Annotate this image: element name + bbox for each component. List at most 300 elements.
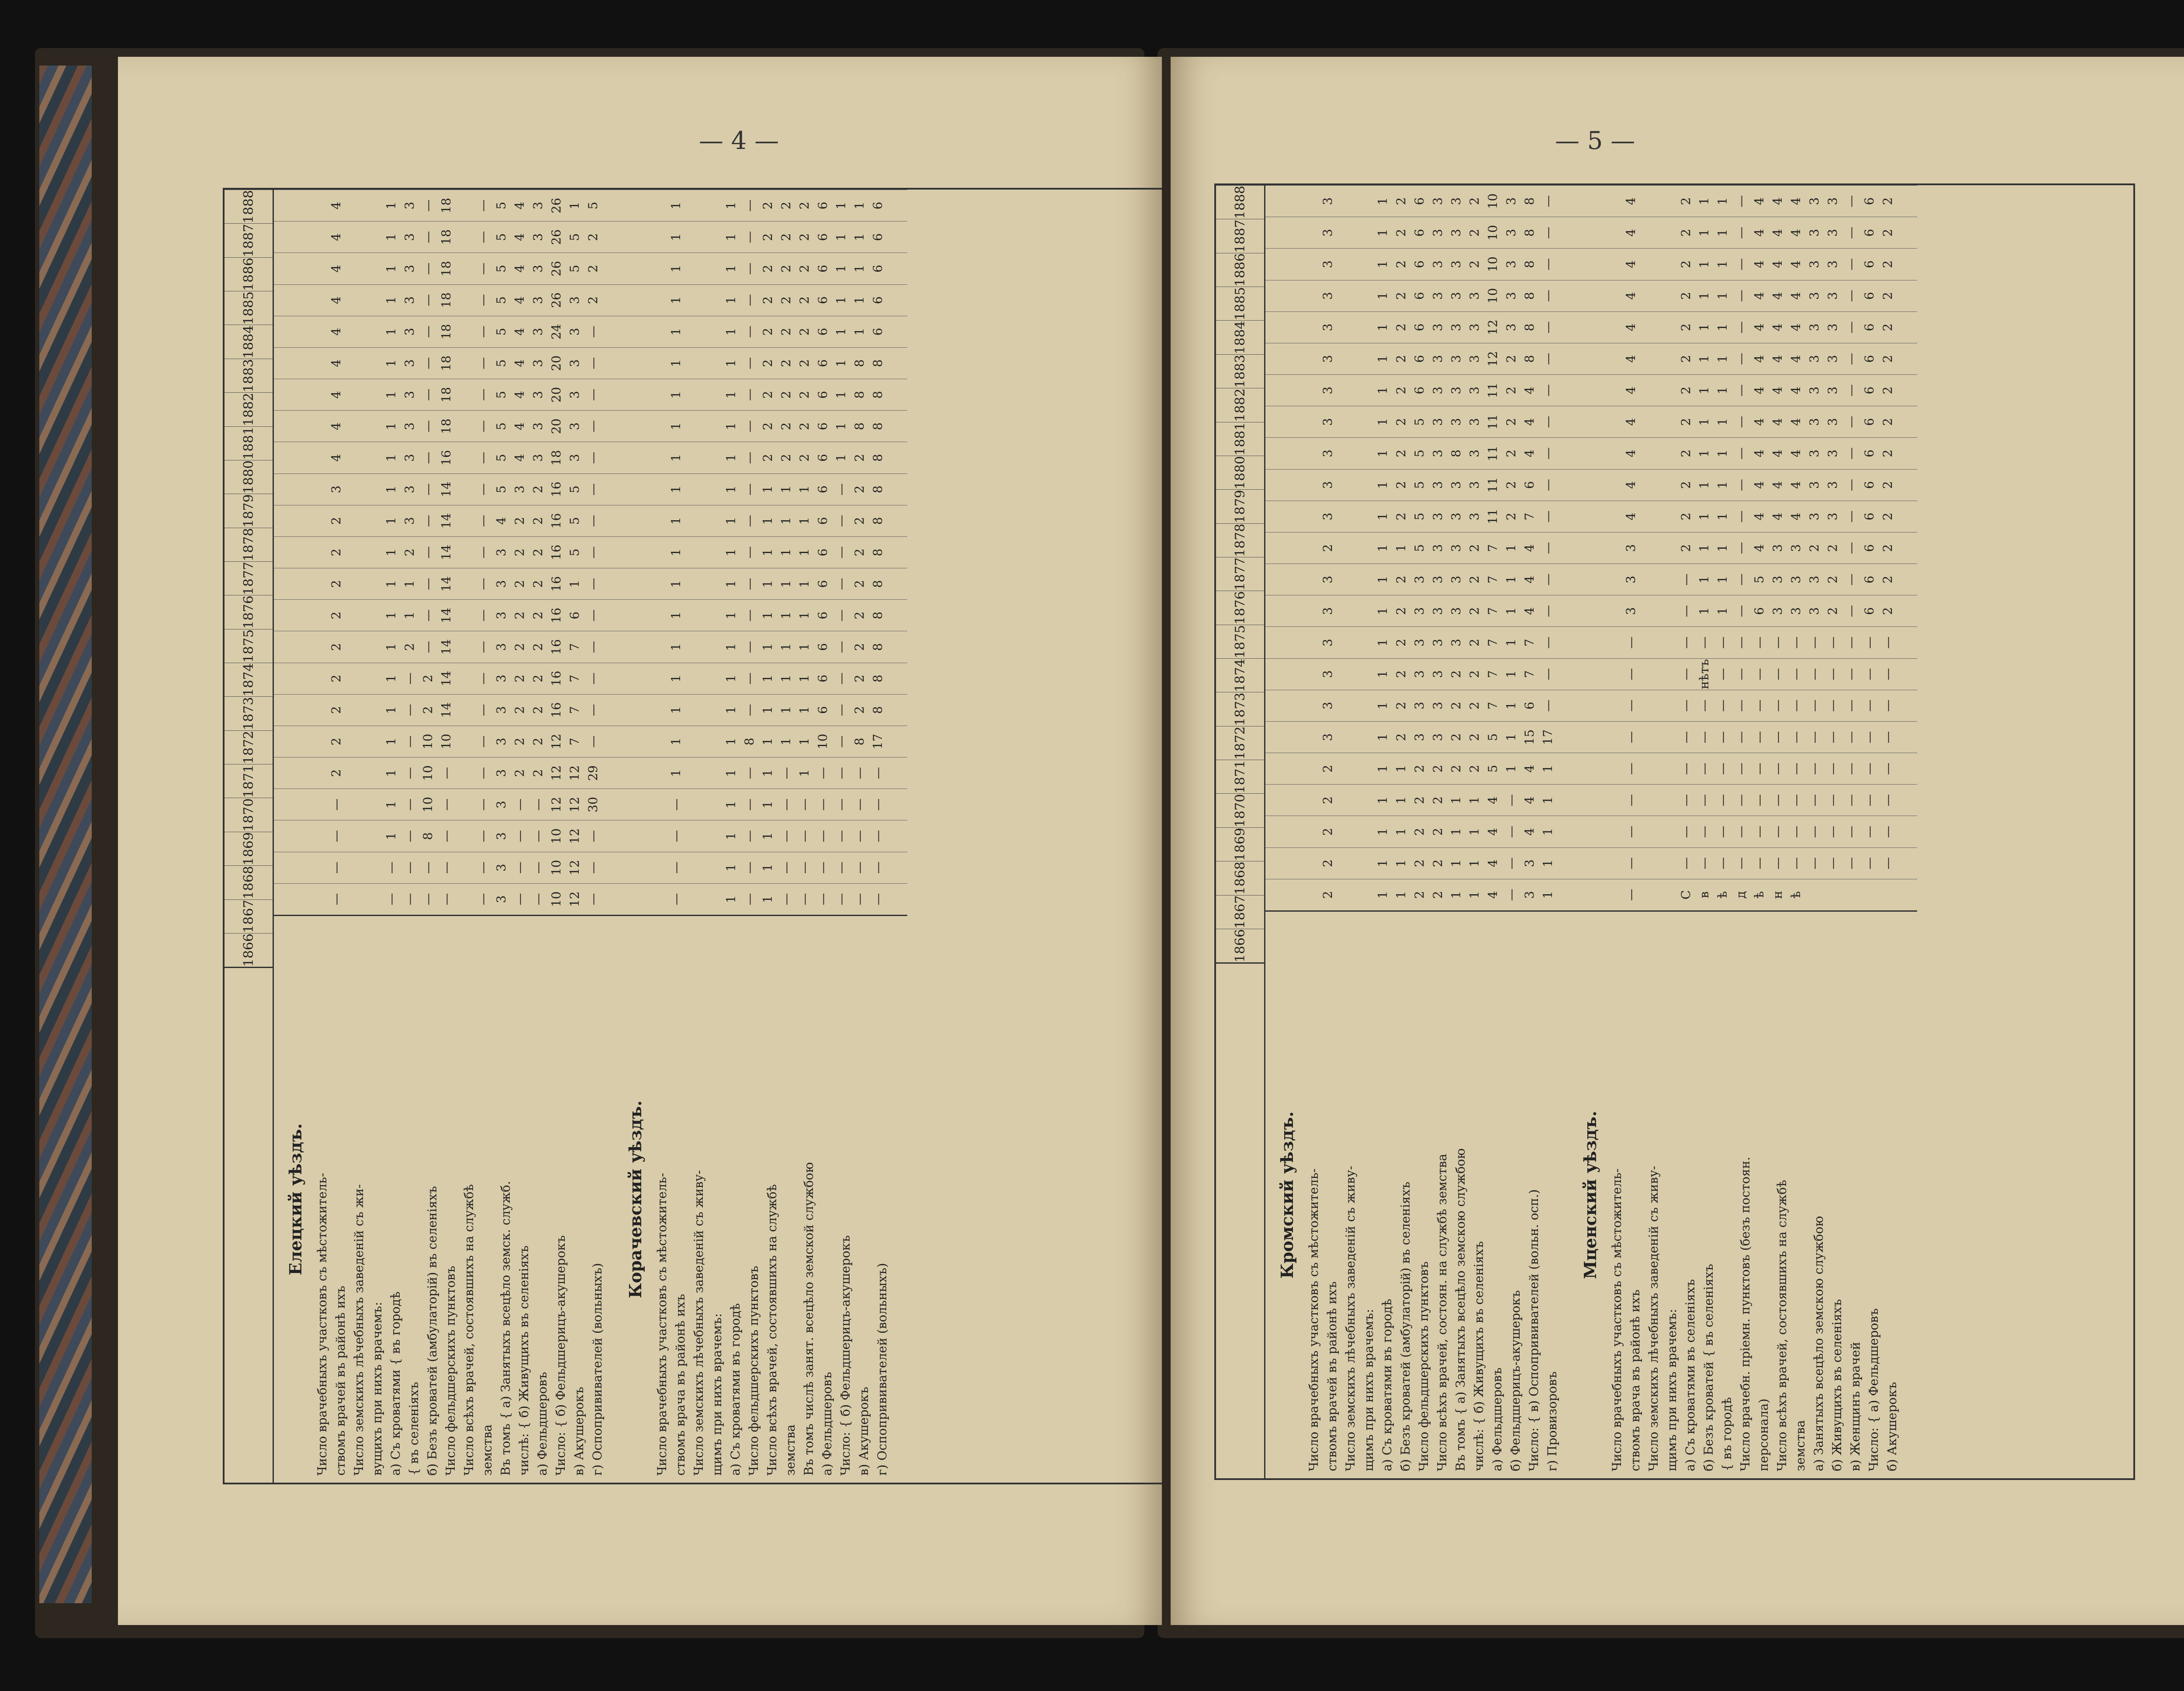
section-gap — [1897, 375, 1908, 406]
table-cell: — — [871, 893, 885, 906]
table-cell: — — [476, 357, 490, 370]
table-cell: 2 — [1467, 575, 1482, 584]
table-cell: 1 — [1394, 891, 1408, 899]
table-cell: 3 — [1624, 575, 1638, 584]
year-header: 1866 — [1216, 929, 1264, 962]
table-cell: 1 — [834, 422, 848, 430]
year-column — [1265, 185, 1917, 217]
table-cell — [346, 505, 364, 536]
section-gap — [1557, 690, 1569, 721]
table-cell: — — [1734, 447, 1748, 460]
table-cell: 1 — [760, 737, 775, 746]
table-cell — [685, 726, 704, 757]
section-gap — [887, 505, 898, 536]
table-cell: 11 — [1486, 446, 1500, 461]
table-cell: — — [1844, 731, 1858, 743]
table-cell: 5 — [1412, 481, 1427, 489]
table-cell: 1 — [1715, 197, 1730, 205]
table-cell: — — [1734, 510, 1748, 523]
table-cell — [1355, 816, 1374, 847]
statistics-table — [1214, 183, 2135, 1480]
table-cell: — — [421, 231, 435, 243]
table-cell — [1659, 533, 1677, 564]
table-cell: 2 — [1431, 796, 1445, 804]
table-cell: — — [421, 199, 435, 212]
table-cell: 2 — [1431, 828, 1445, 836]
row-label: { въ селеніяхъ — [407, 1382, 421, 1476]
table-cell: 5 — [567, 233, 582, 241]
table-cell: 4 — [1752, 355, 1766, 363]
year-header: 1880 — [1216, 456, 1264, 489]
table-cell — [1659, 470, 1677, 501]
section-gap — [1901, 919, 1913, 1471]
table-cell — [309, 316, 327, 347]
table-cell: 1 — [1697, 323, 1711, 332]
table-cell: 8 — [871, 485, 885, 494]
table-cell: ѣ — [1715, 891, 1730, 899]
table-cell: 6 — [1862, 575, 1876, 584]
table-cell: 1 — [567, 201, 582, 210]
table-cell: — — [742, 199, 757, 212]
table-cell: 3 — [1320, 733, 1335, 741]
year-column — [274, 252, 907, 284]
table-cell — [364, 695, 382, 726]
table-cell: 2 — [1394, 386, 1408, 394]
table-cell — [309, 221, 327, 252]
table-cell — [649, 253, 667, 284]
table-cell: 2 — [421, 674, 435, 683]
section-gap — [602, 474, 614, 505]
table-cell: 3 — [1624, 607, 1638, 615]
table-cell: 4 — [512, 359, 527, 367]
table-cell — [1337, 595, 1355, 626]
table-cell — [649, 442, 667, 473]
section-gap — [1897, 249, 1908, 280]
year-column — [1265, 753, 1917, 784]
table-cell: 2 — [1394, 607, 1408, 615]
table-cell: — — [439, 861, 453, 874]
title-spacer — [274, 253, 309, 284]
table-cell — [685, 348, 704, 379]
table-cell: — — [1862, 762, 1876, 775]
title-spacer — [274, 411, 309, 442]
table-cell — [704, 505, 722, 536]
table-cell: — — [1697, 731, 1711, 743]
table-cell: 6 — [1862, 418, 1876, 426]
open-book — [35, 48, 2184, 1638]
table-cell: 6 — [816, 580, 830, 588]
table-cell: 2 — [779, 454, 793, 462]
title-spacer — [1569, 217, 1603, 248]
table-cell: — — [1752, 636, 1766, 649]
table-cell — [1640, 406, 1659, 437]
table-cell: 1 — [1467, 828, 1482, 836]
table-cell — [1603, 753, 1622, 784]
table-cell: — — [834, 735, 848, 748]
table-cell — [1640, 627, 1659, 658]
table-cell: — — [1770, 826, 1785, 838]
year-column — [274, 820, 907, 851]
table-cell: 4 — [1789, 512, 1803, 521]
table-cell: 2 — [1394, 670, 1408, 678]
title-spacer — [1265, 785, 1300, 816]
table-cell: 1 — [1375, 828, 1390, 836]
table-cell: 2 — [512, 706, 527, 714]
table-cell: — — [1624, 794, 1638, 806]
table-cell: 2 — [1320, 828, 1335, 836]
table-cell: 1 — [1715, 260, 1730, 268]
table-cell: 3 — [567, 328, 582, 336]
table-cell: — — [586, 893, 600, 906]
table-cell: 2 — [1880, 323, 1895, 332]
table-cell: 12 — [567, 828, 582, 844]
table-cell: 4 — [512, 233, 527, 241]
table-cell: 4 — [1752, 418, 1766, 426]
year-column — [1265, 469, 1917, 501]
table-cell: 4 — [1789, 355, 1803, 363]
table-cell: 1 — [834, 391, 848, 399]
title-spacer — [1265, 470, 1300, 501]
title-spacer — [274, 600, 309, 631]
table-cell: — — [871, 798, 885, 811]
table-cell — [649, 474, 667, 505]
table-cell — [1300, 753, 1319, 784]
table-cell: 1 — [797, 548, 812, 557]
table-cell: — — [1697, 636, 1711, 649]
table-cell — [649, 852, 667, 883]
table-cell: — — [742, 515, 757, 527]
table-cell: 1 — [834, 265, 848, 273]
table-cell: — — [1825, 762, 1840, 775]
table-cell: 1 — [724, 485, 738, 494]
table-cell: 2 — [779, 422, 793, 430]
table-cell — [704, 285, 722, 316]
table-cell: 1 — [402, 611, 417, 619]
table-cell: 6 — [871, 265, 885, 273]
table-cell: 8 — [1449, 450, 1463, 457]
table-cell: 1 — [1375, 891, 1390, 899]
table-cell: С — [1679, 890, 1693, 900]
table-cell: — — [1807, 731, 1821, 743]
table-cell: 18 — [439, 387, 453, 403]
table-cell: — — [816, 798, 830, 811]
row-label: числѣ: { б) Живущихъ въ селеніяхъ — [517, 1245, 531, 1476]
title-spacer — [1265, 595, 1300, 626]
table-cell: — — [1844, 668, 1858, 681]
table-cell — [1355, 564, 1374, 595]
table-cell: — — [1541, 384, 1555, 397]
table-cell: — — [1862, 794, 1876, 806]
table-cell: 14 — [439, 702, 453, 718]
title-spacer — [614, 757, 649, 788]
table-cell: — — [1844, 573, 1858, 586]
table-cell: 1 — [724, 296, 738, 304]
table-cell: 10 — [1486, 193, 1500, 209]
table-cell: 3 — [1807, 607, 1821, 615]
table-cell: — — [852, 767, 867, 779]
table-cell — [1355, 312, 1374, 343]
table-cell — [456, 600, 474, 631]
table-cell: 2 — [797, 391, 812, 399]
title-spacer — [614, 789, 649, 820]
table-cell — [309, 411, 327, 442]
table-cell: 16 — [549, 576, 563, 592]
section-gap — [1897, 501, 1908, 532]
value-grid — [1265, 185, 1917, 910]
table-cell: 2 — [760, 296, 775, 304]
section-gap — [1557, 753, 1569, 784]
table-cell: 2 — [1825, 575, 1840, 584]
table-cell: — — [1624, 668, 1638, 681]
table-cell: — — [1541, 699, 1555, 712]
table-cell: — — [439, 798, 453, 811]
table-cell: 1 — [669, 517, 683, 525]
section-gap — [887, 379, 898, 410]
table-cell: 3 — [1467, 418, 1482, 426]
table-cell: — — [1862, 699, 1876, 712]
table-cell: — — [816, 893, 830, 906]
table-cell — [1640, 438, 1659, 469]
table-cell — [685, 505, 704, 536]
table-cell — [1355, 280, 1374, 311]
table-cell: — — [586, 452, 600, 464]
table-cell: 3 — [1825, 355, 1840, 363]
table-cell: — — [834, 861, 848, 874]
section-gap — [602, 757, 614, 788]
title-spacer — [274, 379, 309, 410]
table-cell: 1 — [1697, 260, 1711, 268]
year-column — [274, 757, 907, 788]
table-cell: — — [476, 609, 490, 622]
title-spacer — [1569, 312, 1603, 343]
table-cell: 1 — [669, 359, 683, 367]
table-cell: — — [1734, 258, 1748, 270]
table-cell: — — [1715, 731, 1730, 743]
table-cell — [649, 316, 667, 347]
table-cell: 2 — [1679, 228, 1693, 237]
table-cell: — — [1844, 384, 1858, 397]
table-cell: — — [1734, 826, 1748, 838]
table-cell: — — [852, 798, 867, 811]
table-cell: 1 — [779, 485, 793, 494]
table-cell: — — [1862, 826, 1876, 838]
table-cell: 2 — [797, 265, 812, 273]
table-cell — [456, 757, 474, 788]
row-label: Число: { а) Фельдшеровъ — [1866, 1308, 1881, 1471]
table-cell — [1603, 312, 1622, 343]
title-spacer — [1265, 375, 1300, 406]
table-cell: — — [1844, 479, 1858, 491]
table-cell: 3 — [1431, 639, 1445, 647]
table-cell: 3 — [1431, 386, 1445, 394]
table-cell: 3 — [1467, 355, 1482, 363]
section-gap — [1897, 186, 1908, 217]
table-cell: 1 — [834, 454, 848, 462]
table-cell: 2 — [402, 548, 417, 557]
table-cell: — — [476, 515, 490, 527]
table-cell: 3 — [1320, 355, 1335, 363]
section-gap — [1557, 564, 1569, 595]
table-cell — [649, 190, 667, 221]
table-cell: 3 — [1504, 323, 1518, 332]
table-cell: 2 — [1880, 260, 1895, 268]
title-spacer — [1265, 312, 1300, 343]
title-spacer — [614, 884, 649, 915]
year-header: 1874 — [225, 663, 273, 696]
year-column — [1265, 595, 1917, 626]
table-cell: 6 — [1862, 607, 1876, 615]
table-cell: 5 — [567, 548, 582, 557]
table-cell — [1355, 501, 1374, 532]
table-cell: 2 — [1880, 575, 1895, 584]
title-spacer — [1265, 659, 1300, 690]
section-gap — [1897, 659, 1908, 690]
year-header: 1888 — [1216, 185, 1264, 219]
year-column — [274, 788, 907, 820]
table-cell: 2 — [531, 517, 545, 525]
table-cell: 16 — [549, 544, 563, 560]
table-cell: — — [1752, 731, 1766, 743]
table-cell: 1 — [1715, 323, 1730, 332]
table-cell: — — [742, 641, 757, 654]
table-cell: 4 — [1624, 512, 1638, 521]
table-cell: — — [742, 609, 757, 622]
table-cell: 3 — [1467, 323, 1482, 332]
table-cell: 5 — [494, 485, 508, 494]
table-cell: 1 — [1375, 544, 1390, 552]
table-cell: 1 — [1449, 859, 1463, 868]
table-cell — [1300, 722, 1319, 753]
section-gap — [602, 568, 614, 599]
table-cell — [1355, 470, 1374, 501]
table-cell: — — [1789, 636, 1803, 649]
table-cell — [1337, 879, 1355, 910]
table-cell: 3 — [1431, 355, 1445, 363]
table-cell: 1 — [779, 643, 793, 651]
table-cell — [309, 505, 327, 536]
section-gap — [1897, 217, 1908, 248]
section-gap — [887, 253, 898, 284]
table-cell: — — [1880, 668, 1895, 681]
row-label: Число земскихъ лѣчебныхъ заведеній съ живу- — [691, 1170, 706, 1476]
table-cell: 3 — [1825, 323, 1840, 332]
table-cell: 4 — [329, 201, 343, 210]
table-cell — [346, 663, 364, 694]
year-column — [1265, 721, 1917, 753]
table-cell: 10 — [549, 860, 563, 876]
table-cell: 11 — [1486, 508, 1500, 525]
table-cell: — — [586, 830, 600, 843]
table-cell: 1 — [1504, 639, 1518, 647]
table-cell: 5 — [494, 328, 508, 336]
table-cell: 16 — [549, 481, 563, 497]
title-spacer — [274, 663, 309, 694]
table-cell: 3 — [1431, 702, 1445, 710]
row-label: Число фельдшерскихъ пунктовъ — [1417, 1261, 1431, 1471]
table-cell — [1300, 406, 1319, 437]
table-cell: 3 — [402, 359, 417, 367]
table-cell: 3 — [1320, 512, 1335, 521]
table-cell: 6 — [816, 359, 830, 367]
title-spacer — [614, 285, 649, 316]
table-cell: — — [1734, 857, 1748, 870]
table-cell: 3 — [1807, 292, 1821, 300]
table-cell — [704, 789, 722, 820]
table-cell: 1 — [797, 485, 812, 494]
table-cell: — — [1624, 889, 1638, 901]
table-cell: 1 — [724, 201, 738, 210]
table-cell: — — [834, 672, 848, 685]
table-cell: 16 — [549, 608, 563, 623]
table-cell: — — [586, 609, 600, 622]
table-cell: 4 — [1789, 323, 1803, 332]
table-cell — [1337, 438, 1355, 469]
table-cell: 4 — [1522, 607, 1537, 615]
table-cell: — — [742, 830, 757, 843]
section-gap — [602, 789, 614, 820]
table-cell: 1 — [384, 265, 398, 273]
title-spacer — [1569, 501, 1603, 532]
year-header: 1882 — [225, 392, 273, 426]
row-labels — [274, 915, 907, 1483]
table-cell: 12 — [1486, 319, 1500, 335]
table-cell: 8 — [421, 832, 435, 840]
table-cell: 5 — [586, 201, 600, 210]
table-cell: 2 — [531, 611, 545, 619]
table-cell: 6 — [1862, 355, 1876, 363]
section-gap — [1557, 722, 1569, 753]
table-cell: — — [476, 262, 490, 275]
section-gap — [887, 190, 898, 221]
year-column — [274, 852, 907, 883]
table-cell: — — [1734, 479, 1748, 491]
title-spacer — [1569, 186, 1603, 217]
year-column — [274, 536, 907, 568]
table-cell: 4 — [1770, 512, 1785, 521]
table-cell: 17 — [1541, 729, 1555, 745]
table-cell: 1 — [760, 800, 775, 809]
table-cell: 1 — [724, 233, 738, 241]
table-cell: — — [742, 262, 757, 275]
table-cell: — — [1697, 762, 1711, 775]
table-cell: 2 — [779, 296, 793, 304]
table-cell: 3 — [1320, 197, 1335, 205]
table-cell: 6 — [1412, 386, 1427, 394]
section-gap — [887, 852, 898, 883]
row-label: Число: { б) Фельдшерицъ-акушерокъ — [553, 1235, 568, 1476]
table-cell: 4 — [1624, 292, 1638, 300]
table-cell: 6 — [816, 643, 830, 651]
table-cell: — — [1734, 668, 1748, 681]
table-cell — [456, 474, 474, 505]
table-cell — [309, 474, 327, 505]
table-cell: 8 — [852, 391, 867, 399]
table-cell — [704, 442, 722, 473]
table-cell: 2 — [512, 580, 527, 588]
table-cell: д — [1734, 891, 1748, 899]
table-cell: 10 — [421, 765, 435, 781]
table-cell: 2 — [1412, 891, 1427, 899]
header-label-cell — [225, 967, 273, 1483]
section-gap — [887, 285, 898, 316]
table-cell: 1 — [779, 548, 793, 557]
table-cell: 1 — [760, 643, 775, 651]
table-cell: 6 — [816, 233, 830, 241]
table-cell — [649, 379, 667, 410]
table-cell: 1 — [1715, 292, 1730, 300]
section-gap — [1897, 533, 1908, 564]
table-cell: 2 — [1394, 575, 1408, 584]
